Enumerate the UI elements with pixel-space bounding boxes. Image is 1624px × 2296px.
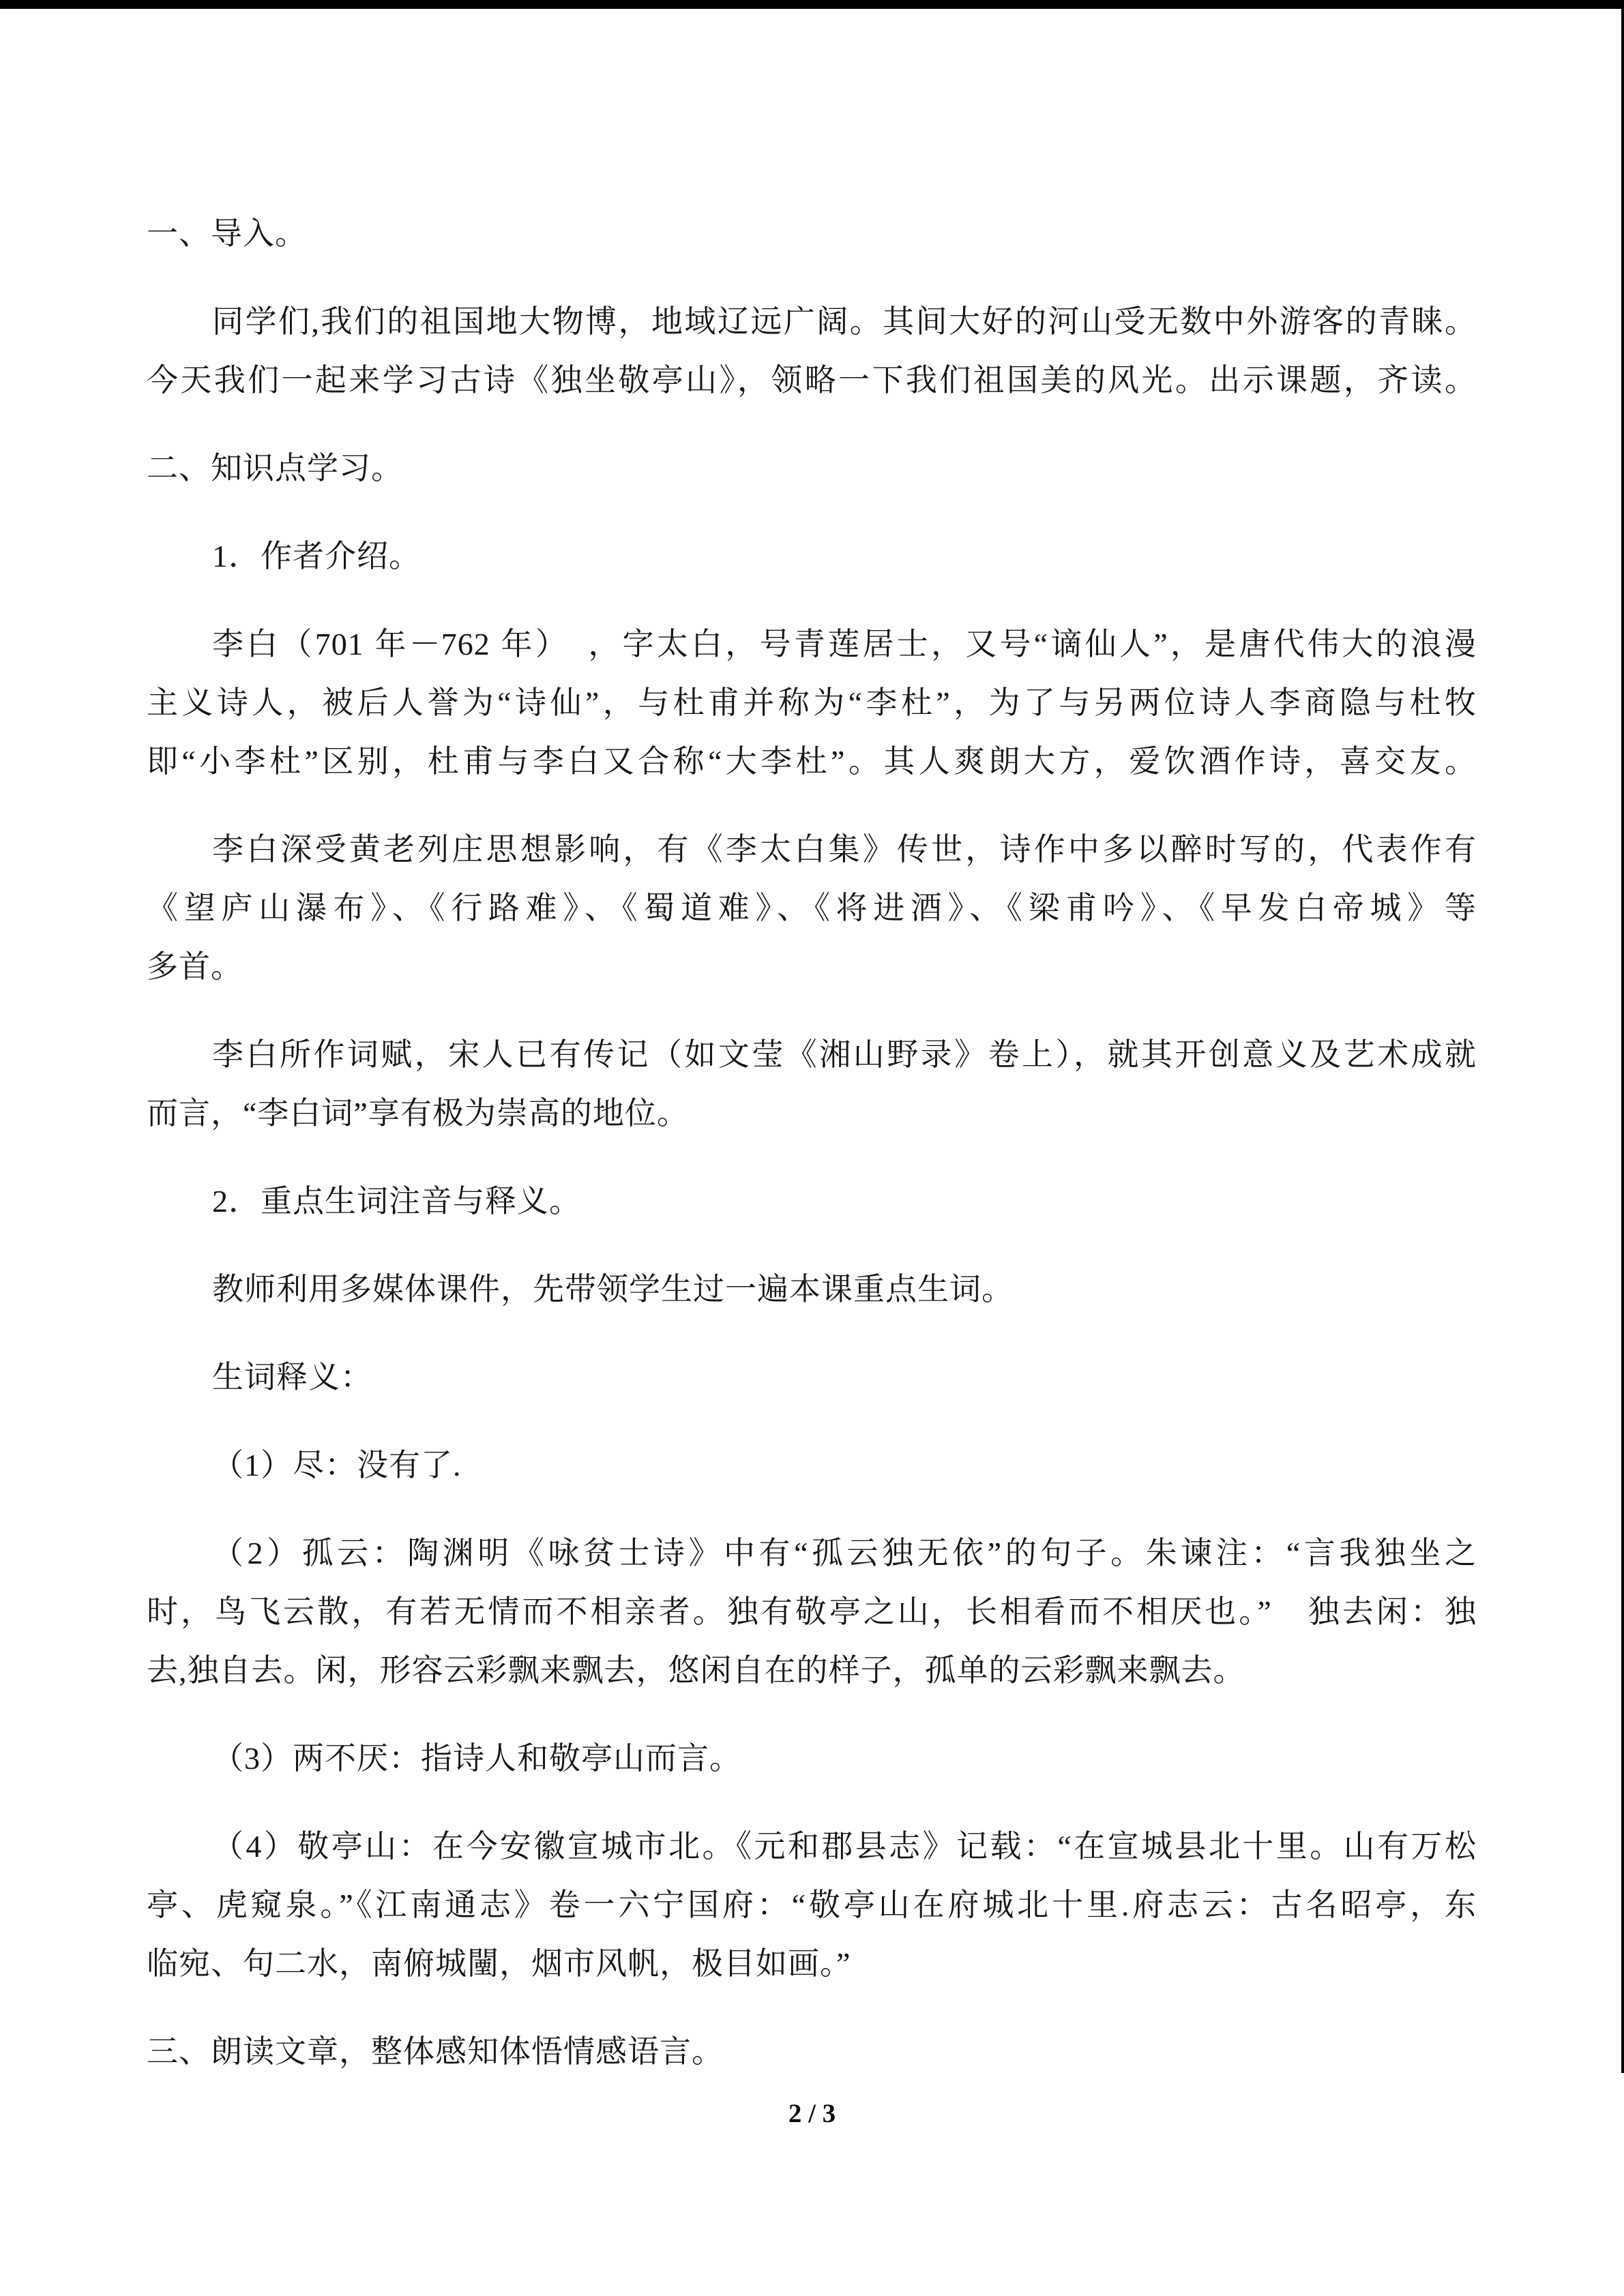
paragraph-line: 即“小李杜”区别，杜甫与李白又合称“大李杜”。其人爽朗大方，爱饮酒作诗，喜交友。 <box>147 744 1477 779</box>
paragraph-line: 教师利用多媒体课件，先带领学生过一遍本课重点生词。 <box>212 1272 1014 1307</box>
paragraph-line: 生词释义： <box>212 1360 372 1395</box>
definition-item-3: （3）两不厌：指诗人和敬亭山而言。 <box>212 1741 741 1776</box>
section-heading-2: 二、知识点学习。 <box>147 451 403 486</box>
paragraph-line: 多首。 <box>147 949 243 984</box>
paragraph-line: 李白深受黄老列庄思想影响，有《李太白集》传世，诗作中多以醉时写的，代表作有 <box>212 832 1477 867</box>
subsection-heading-1: 1．作者介绍。 <box>212 539 421 573</box>
document-body <box>147 205 1477 2081</box>
paragraph-line: 而言，“李白词”享有极为崇高的地位。 <box>147 1096 689 1131</box>
paragraph-line: 临宛、句二水，南俯城闉，烟市风帆，极目如画。” <box>147 1946 851 1981</box>
scan-edge-right <box>1621 0 1624 2073</box>
section-heading-1: 一、导入。 <box>147 216 307 251</box>
paragraph-line: 李白（701 年－762 年） ，字太白，号青莲居士，又号“谪仙人”，是唐代伟大的浪漫 <box>212 627 1477 661</box>
page-number: 2 / 3 <box>788 2099 836 2128</box>
scan-edge-top <box>0 0 1624 9</box>
definition-item-2: （2）孤云：陶渊明《咏贫士诗》中有“孤云独无依”的句子。朱谏注：“言我独坐之 <box>212 1536 1477 1570</box>
paragraph-line: 去,独自去。闲，形容云彩飘来飘去，悠闲自在的样子，孤单的云彩飘来飘去。 <box>147 1653 1245 1688</box>
paragraph-line: 主义诗人，被后人誉为“诗仙”，与杜甫并称为“李杜”，为了与另两位诗人李商隐与杜牧 <box>147 685 1477 720</box>
paragraph-line: 亭、虎窥泉。”《江南通志》卷一六宁国府：“敬亭山在府城北十里.府志云：古名昭亭，东 <box>147 1888 1477 1922</box>
paragraph-line: 李白所作词赋，宋人已有传记（如文莹《湘山野录》卷上），就其开创意义及艺术成就 <box>212 1037 1477 1072</box>
section-heading-3: 三、朗读文章，整体感知体悟情感语言。 <box>147 2034 724 2069</box>
subsection-heading-2: 2．重点生词注音与释义。 <box>212 1184 581 1219</box>
paragraph-line: 今天我们一起来学习古诗《独坐敬亭山》，领略一下我们祖国美的风光。出示课题，齐读。 <box>147 363 1477 398</box>
definition-item-4: （4）敬亭山：在今安徽宣城市北。《元和郡县志》记载：“在宣城县北十里。山有万松 <box>212 1829 1477 1864</box>
paragraph-line: 同学们,我们的祖国地大物博，地域辽远广阔。其间大好的河山受无数中外游客的青睐。 <box>212 304 1477 339</box>
paragraph-line: 时，鸟飞云散，有若无情而不相亲者。独有敬亭之山，长相看而不相厌也。” 独去闲：独 <box>147 1594 1477 1629</box>
paragraph-line: 《望庐山瀑布》、《行路难》、《蜀道难》、《将进酒》、《梁甫吟》、《早发白帝城》等 <box>147 891 1477 925</box>
definition-item-1: （1）尽：没有了. <box>212 1448 462 1482</box>
